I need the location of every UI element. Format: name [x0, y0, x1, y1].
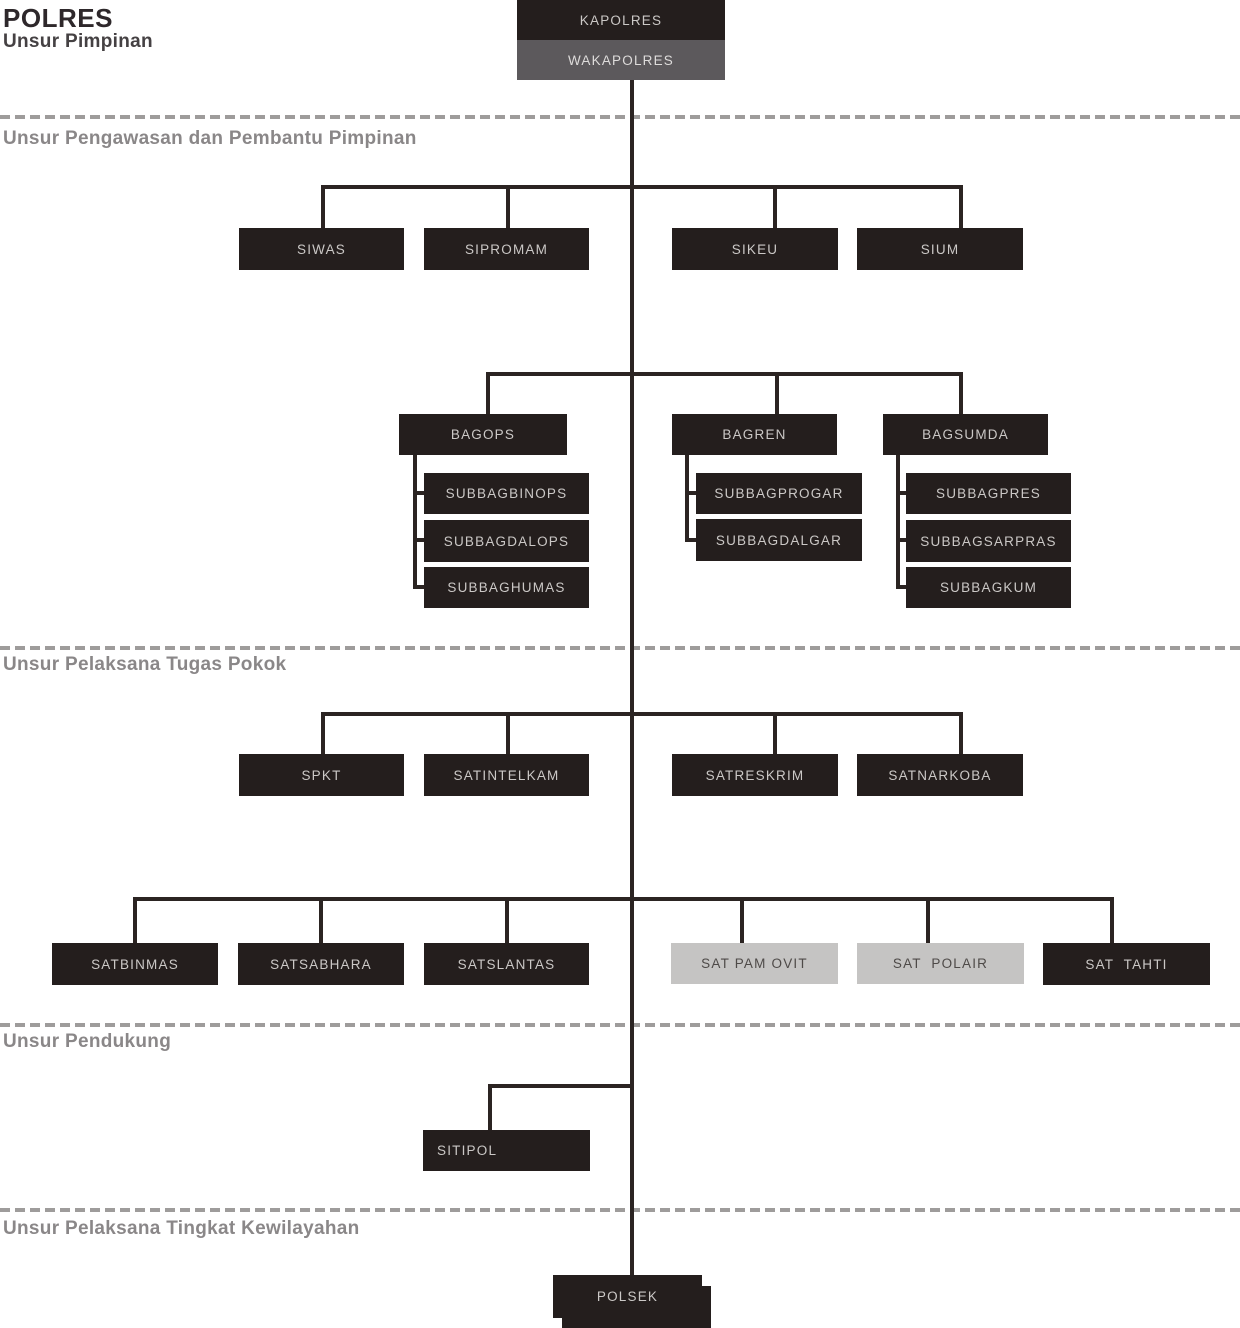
connector [321, 712, 325, 754]
connector [133, 897, 137, 943]
node-satslantas: SATSLANTAS [424, 943, 589, 985]
connector [773, 712, 777, 754]
connector [413, 455, 417, 589]
connector [959, 712, 963, 754]
connector [486, 372, 490, 414]
node-spkt: SPKT [239, 754, 404, 796]
page-title: POLRES [3, 3, 113, 33]
section-label-pendukung: Unsur Pendukung [3, 1031, 172, 1052]
connector [486, 372, 963, 376]
node-sitipol: SITIPOL [423, 1130, 590, 1171]
connector [505, 897, 509, 943]
connector [321, 712, 963, 716]
node-wakapolres: WAKAPOLRES [517, 40, 725, 80]
node-subbagkum: SUBBAGKUM [906, 567, 1071, 608]
connector [685, 538, 696, 542]
connector [775, 372, 779, 414]
connector [685, 455, 689, 542]
connector [133, 897, 1114, 901]
connector [926, 897, 930, 943]
section-divider [0, 115, 1240, 119]
connector [685, 491, 696, 495]
node-subbagdalgar: SUBBAGDALGAR [696, 519, 862, 561]
connector-spine [630, 80, 634, 1275]
node-siwas: SIWAS [239, 228, 404, 270]
connector [488, 1084, 492, 1130]
node-sattahti: SAT TAHTI [1043, 943, 1210, 985]
connector [321, 185, 325, 228]
node-subbagpres: SUBBAGPRES [906, 473, 1071, 514]
section-divider [0, 1023, 1240, 1027]
node-subbagprogar: SUBBAGPROGAR [696, 473, 862, 514]
connector [959, 185, 963, 228]
section-label-pelaksana-pokok: Unsur Pelaksana Tugas Pokok [3, 654, 287, 675]
node-bagren: BAGREN [672, 414, 837, 455]
node-subbagdalops: SUBBAGDALOPS [424, 520, 589, 562]
node-satnarkoba: SATNARKOBA [857, 754, 1023, 796]
connector [773, 185, 777, 228]
node-satreskrim: SATRESKRIM [672, 754, 838, 796]
node-kapolres: KAPOLRES [517, 0, 725, 40]
node-polsek: POLSEK [553, 1275, 702, 1318]
connector [506, 712, 510, 754]
node-subbagsarpras: SUBBAGSARPRAS [906, 520, 1071, 562]
node-sium: SIUM [857, 228, 1023, 270]
connector [740, 897, 744, 943]
connector [896, 455, 900, 589]
node-subbagbinops: SUBBAGBINOPS [424, 473, 589, 514]
node-sipromam: SIPROMAM [424, 228, 589, 270]
connector [896, 585, 906, 589]
node-satsabhara: SATSABHARA [238, 943, 404, 985]
connector [413, 538, 424, 542]
node-bagops: BAGOPS [399, 414, 567, 455]
connector [896, 491, 906, 495]
connector [319, 897, 323, 943]
connector [896, 538, 906, 542]
node-satpolair: SAT POLAIR [857, 943, 1024, 984]
section-divider [0, 1208, 1240, 1212]
connector [321, 185, 963, 189]
connector [413, 585, 424, 589]
node-subbaghumas: SUBBAGHUMAS [424, 567, 589, 608]
connector [488, 1084, 634, 1088]
section-label-pengawasan: Unsur Pengawasan dan Pembantu Pimpinan [3, 128, 417, 149]
node-satpamovit: SAT PAM OVIT [671, 943, 838, 984]
node-bagsumda: BAGSUMDA [883, 414, 1048, 455]
node-satintelkam: SATINTELKAM [424, 754, 589, 796]
connector [959, 372, 963, 414]
node-sikeu: SIKEU [672, 228, 838, 270]
connector [413, 491, 424, 495]
section-divider [0, 646, 1240, 650]
section-label-pimpinan: Unsur Pimpinan [3, 31, 153, 52]
connector [1110, 897, 1114, 943]
section-label-kewilayahan: Unsur Pelaksana Tingkat Kewilayahan [3, 1218, 360, 1239]
node-satbinmas: SATBINMAS [52, 943, 218, 985]
connector [506, 185, 510, 228]
